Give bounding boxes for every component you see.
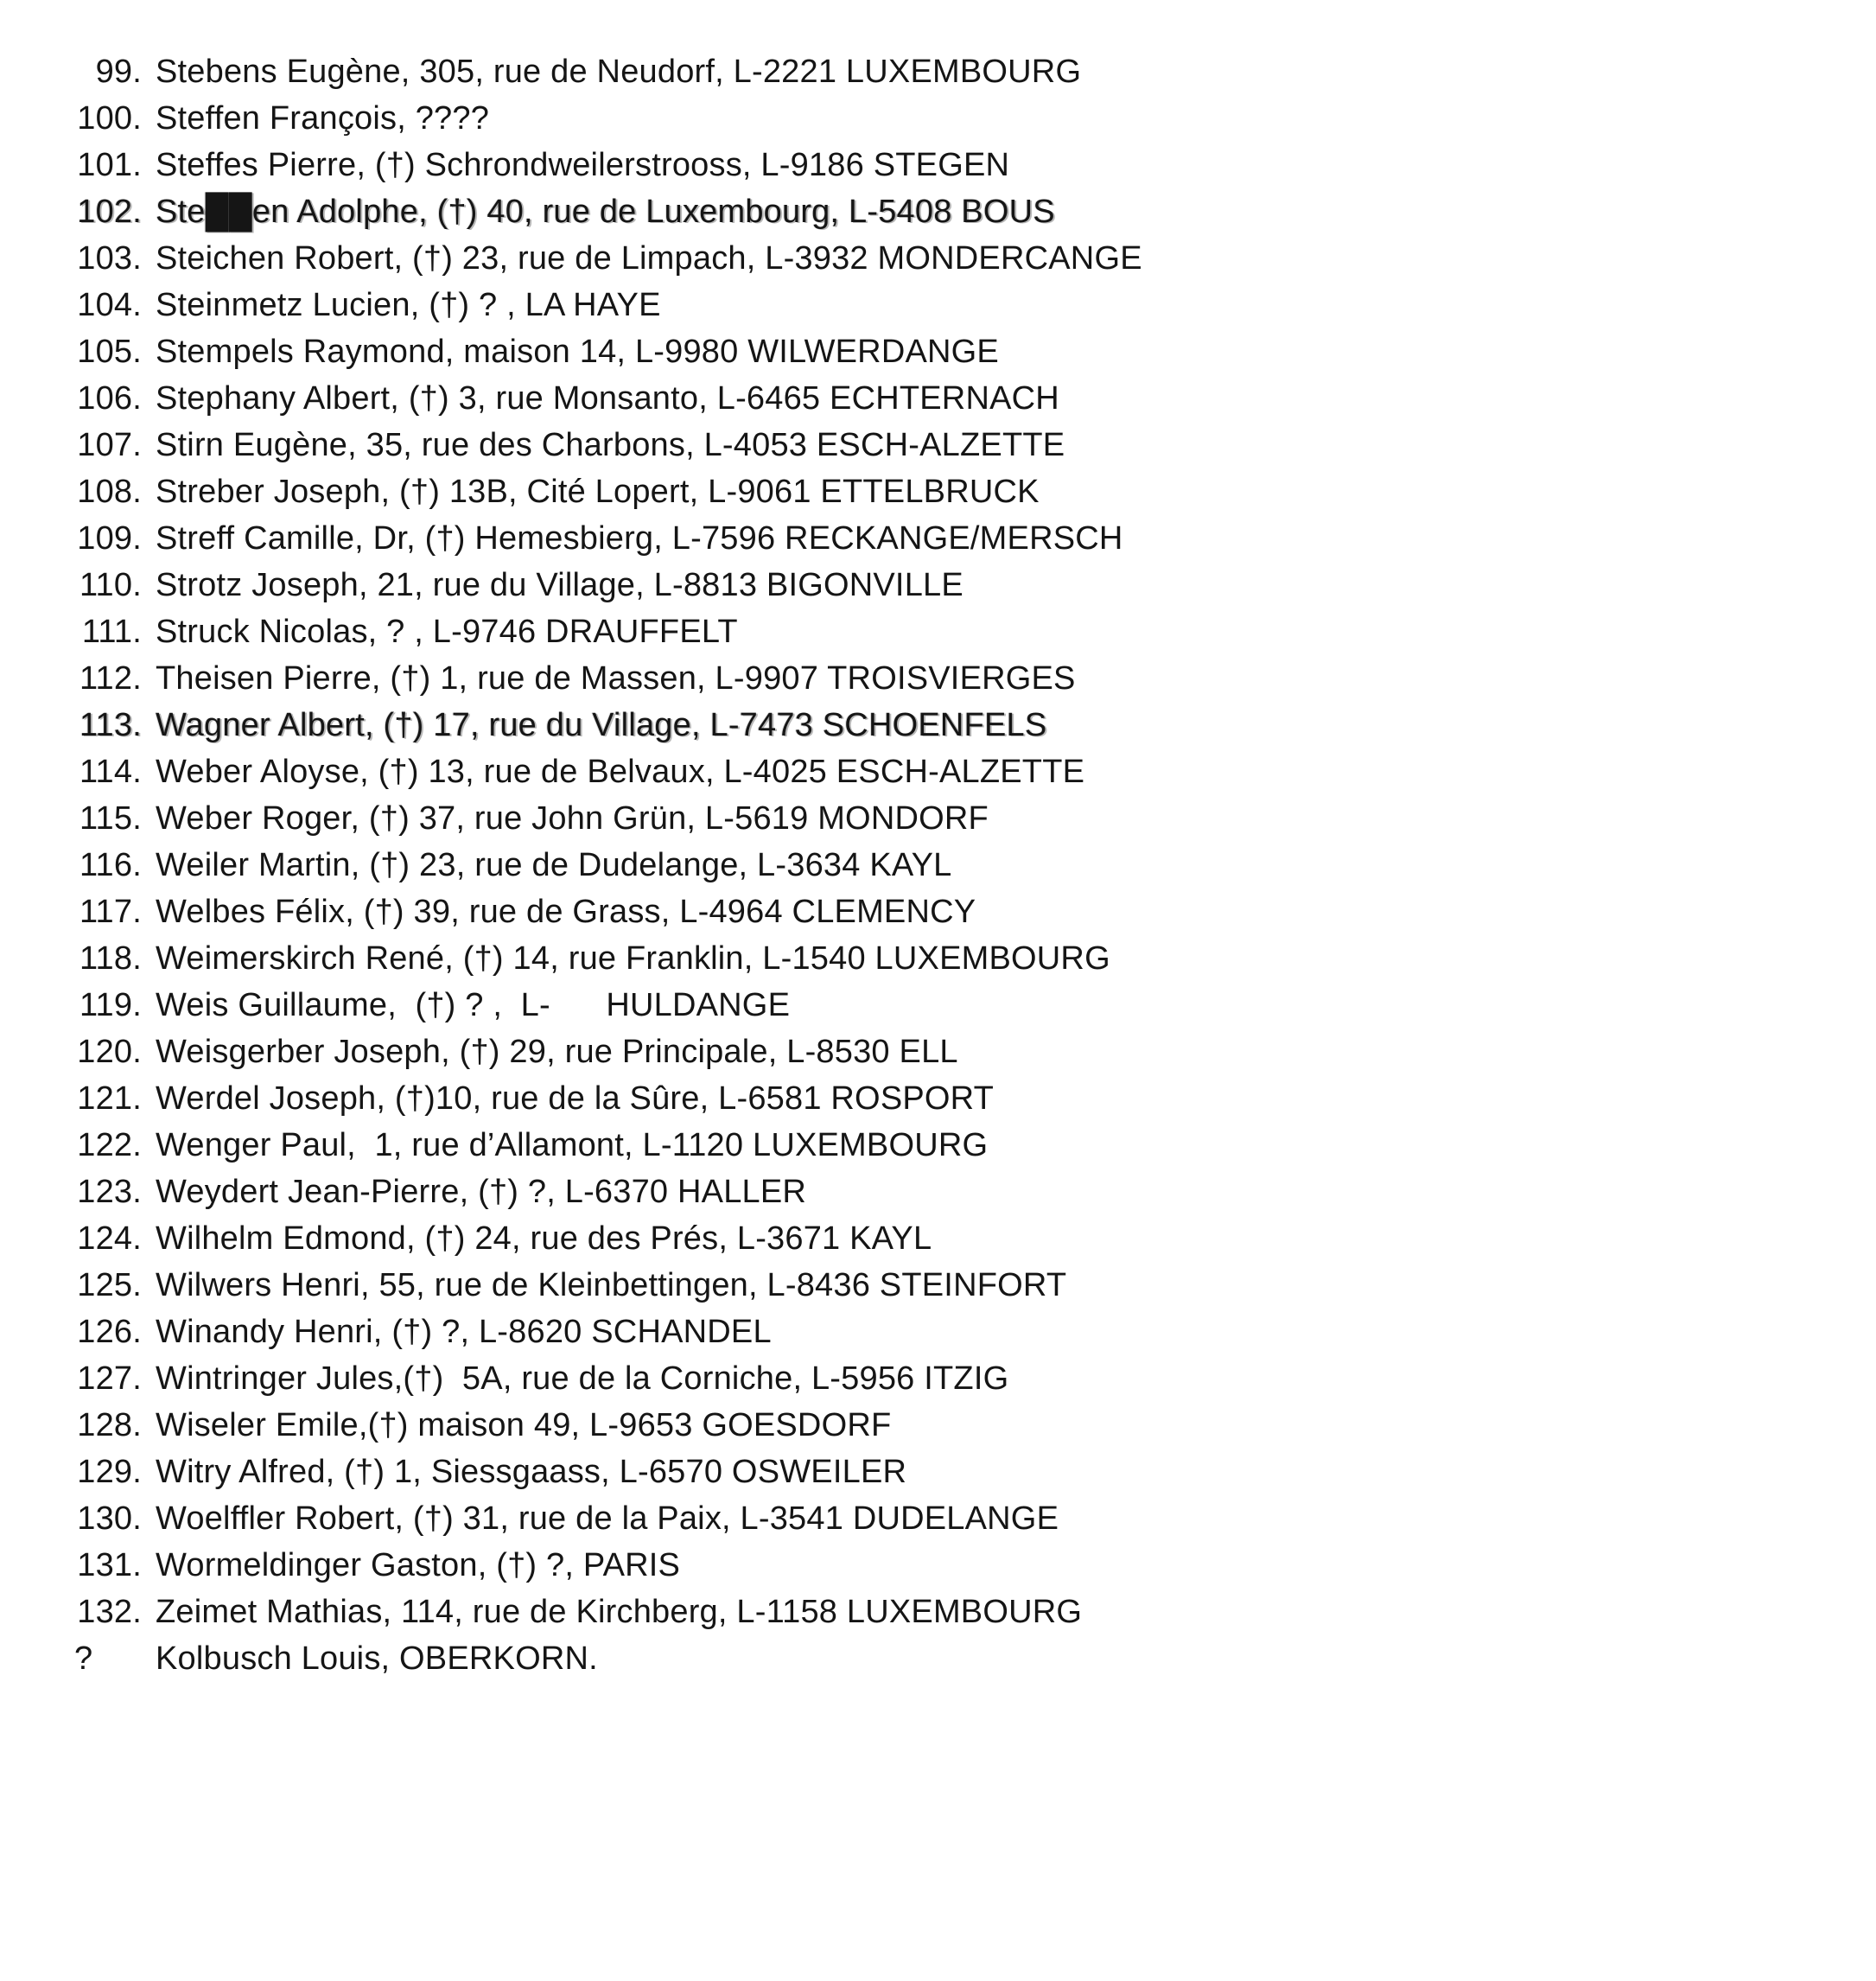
entry-text: Stephany Albert, (†) 3, rue Monsanto, L-6465 ECHTERNACH — [156, 380, 1059, 417]
entry-number: 128. — [77, 1407, 142, 1443]
entry-text: Weydert Jean-Pierre, (†) ?, L-6370 HALLER — [156, 1174, 807, 1210]
entry-text: Steinmetz Lucien, (†) ? , LA HAYE — [156, 287, 661, 323]
entry-number: 115. — [79, 800, 142, 837]
list-item — [74, 842, 1824, 889]
list-item — [74, 142, 1824, 188]
list-item — [74, 1262, 1824, 1309]
list-item — [74, 1495, 1824, 1542]
entry-text: Weiler Martin, (†) 23, rue de Dudelange, L-3634 KAYL — [156, 847, 952, 883]
entry-number: 121. — [77, 1080, 142, 1117]
entry-text: Stirn Eugène, 35, rue des Charbons, L-4053 ESCH-ALZETTE — [156, 427, 1065, 463]
entry-text: Woelffler Robert, (†) 31, rue de la Paix, L-3541 DUDELANGE — [156, 1500, 1059, 1537]
list-item — [74, 468, 1824, 515]
entry-text: Weber Aloyse, (†) 13, rue de Belvaux, L-4025 ESCH-ALZETTE — [156, 754, 1085, 790]
entry-number: 123. — [77, 1174, 142, 1210]
entry-text: Struck Nicolas, ? , L-9746 DRAUFFELT — [156, 614, 738, 650]
list-item — [74, 1075, 1824, 1122]
list-item — [74, 515, 1824, 562]
entry-text: Steffen François, ???? — [156, 100, 490, 137]
entry-number: 110. — [79, 567, 142, 603]
entry-text: Steichen Robert, (†) 23, rue de Limpach, L-3932 MONDERCANGE — [156, 240, 1142, 277]
entry-text: Steffes Pierre, (†) Schrondweilerstrooss, L-9186 STEGEN — [156, 147, 1010, 183]
entry-text: Strotz Joseph, 21, rue du Village, L-8813 BIGONVILLE — [156, 567, 963, 603]
entry-text: Wormeldinger Gaston, (†) ?, PARIS — [156, 1547, 681, 1583]
entry-text: Stempels Raymond, maison 14, L-9980 WILWERDANGE — [156, 334, 999, 370]
entry-number: 126. — [77, 1314, 142, 1350]
list-item — [74, 235, 1824, 282]
entry-text: Wilwers Henri, 55, rue de Kleinbettingen, L-8436 STEINFORT — [156, 1267, 1067, 1303]
list-item — [74, 1589, 1824, 1635]
entry-number: 101. — [77, 147, 142, 183]
entry-text: Weber Roger, (†) 37, rue John Grün, L-5619 MONDORF — [156, 800, 989, 837]
list-item — [74, 282, 1824, 328]
entry-number: 114. — [79, 754, 142, 790]
list-item — [74, 188, 1824, 235]
entry-number: 130. — [77, 1500, 142, 1537]
list-item — [74, 982, 1824, 1029]
entry-number: 105. — [77, 334, 142, 370]
list-item — [74, 1309, 1824, 1355]
list-item — [74, 608, 1824, 655]
entry-text: Ste██en Adolphe, (†) 40, rue de Luxembourg, L-5408 BOUS — [156, 194, 1055, 230]
entry-text: Wenger Paul, 1, rue d’Allamont, L-1120 LUXEMBOURG — [156, 1127, 989, 1163]
entry-number: 117. — [79, 894, 142, 930]
list-item — [74, 1449, 1824, 1495]
entry-text: Wagner Albert, (†) 17, rue du Village, L-7473 SCHOENFELS — [156, 707, 1047, 743]
entry-number: 120. — [77, 1034, 142, 1070]
entry-number: 132. — [77, 1594, 142, 1630]
list-item — [74, 1029, 1824, 1075]
entry-number: 107. — [77, 427, 142, 463]
entry-text: Weis Guillaume, (†) ? , L- HULDANGE — [156, 987, 791, 1023]
entry-number: 127. — [77, 1360, 142, 1397]
list-item — [74, 48, 1824, 95]
entry-text: Stebens Eugène, 305, rue de Neudorf, L-2221 LUXEMBOURG — [156, 54, 1082, 90]
entry-text: Kolbusch Louis, OBERKORN. — [156, 1640, 598, 1677]
list-item — [74, 655, 1824, 702]
list-item — [74, 1355, 1824, 1402]
entry-number: 112. — [79, 660, 142, 697]
entry-number: 100. — [77, 100, 142, 137]
list-item — [74, 1215, 1824, 1262]
list-item — [74, 1169, 1824, 1215]
entry-number: 102. — [77, 194, 142, 230]
entry-number: 106. — [77, 380, 142, 417]
list-item — [74, 1122, 1824, 1169]
entry-number: 118. — [79, 940, 142, 977]
list-item — [74, 1635, 1824, 1682]
entry-number: 113. — [79, 707, 142, 743]
entry-text: Streber Joseph, (†) 13B, Cité Lopert, L-9061 ETTELBRUCK — [156, 474, 1040, 510]
entry-number: 116. — [79, 847, 142, 883]
entry-number: 104. — [77, 287, 142, 323]
entry-text: Wintringer Jules,(†) 5A, rue de la Corniche, L-5956 ITZIG — [156, 1360, 1009, 1397]
list-item — [74, 375, 1824, 422]
entry-text: Theisen Pierre, (†) 1, rue de Massen, L-9907 TROISVIERGES — [156, 660, 1076, 697]
entry-number: 99. — [95, 54, 142, 90]
entry-number: 129. — [77, 1454, 142, 1490]
member-list — [74, 48, 1824, 1682]
list-item — [74, 935, 1824, 982]
list-item — [74, 1542, 1824, 1589]
entry-number: 125. — [77, 1267, 142, 1303]
list-item — [74, 795, 1824, 842]
entry-text: Wilhelm Edmond, (†) 24, rue des Prés, L-3671 KAYL — [156, 1220, 932, 1257]
list-item — [74, 328, 1824, 375]
entry-number: 122. — [77, 1127, 142, 1163]
list-item — [74, 1402, 1824, 1449]
entry-text: Weisgerber Joseph, (†) 29, rue Principale, L-8530 ELL — [156, 1034, 958, 1070]
entry-number: 124. — [77, 1220, 142, 1257]
entry-number: ? — [74, 1640, 93, 1677]
entry-text: Winandy Henri, (†) ?, L-8620 SCHANDEL — [156, 1314, 772, 1350]
entry-number: 109. — [77, 520, 142, 557]
entry-text: Welbes Félix, (†) 39, rue de Grass, L-4964 CLEMENCY — [156, 894, 976, 930]
entry-text: Streff Camille, Dr, (†) Hemesbierg, L-7596 RECKANGE/MERSCH — [156, 520, 1123, 557]
list-item — [74, 702, 1824, 748]
entry-text: Weimerskirch René, (†) 14, rue Franklin, L-1540 LUXEMBOURG — [156, 940, 1110, 977]
entry-number: 103. — [77, 240, 142, 277]
entry-text: Werdel Joseph, (†)10, rue de la Sûre, L-6581 ROSPORT — [156, 1080, 995, 1117]
entry-number: 108. — [77, 474, 142, 510]
list-item — [74, 562, 1824, 608]
list-item — [74, 889, 1824, 935]
entry-number: 119. — [79, 987, 142, 1023]
list-item — [74, 95, 1824, 142]
entry-number: 111. — [81, 614, 142, 650]
entry-text: Zeimet Mathias, 114, rue de Kirchberg, L-1158 LUXEMBOURG — [156, 1594, 1083, 1630]
list-item — [74, 422, 1824, 468]
entry-text: Wiseler Emile,(†) maison 49, L-9653 GOESDORF — [156, 1407, 892, 1443]
document-page — [74, 48, 1824, 1682]
list-item — [74, 748, 1824, 795]
entry-number: 131. — [77, 1547, 142, 1583]
entry-text: Witry Alfred, (†) 1, Siessgaass, L-6570 OSWEILER — [156, 1454, 907, 1490]
